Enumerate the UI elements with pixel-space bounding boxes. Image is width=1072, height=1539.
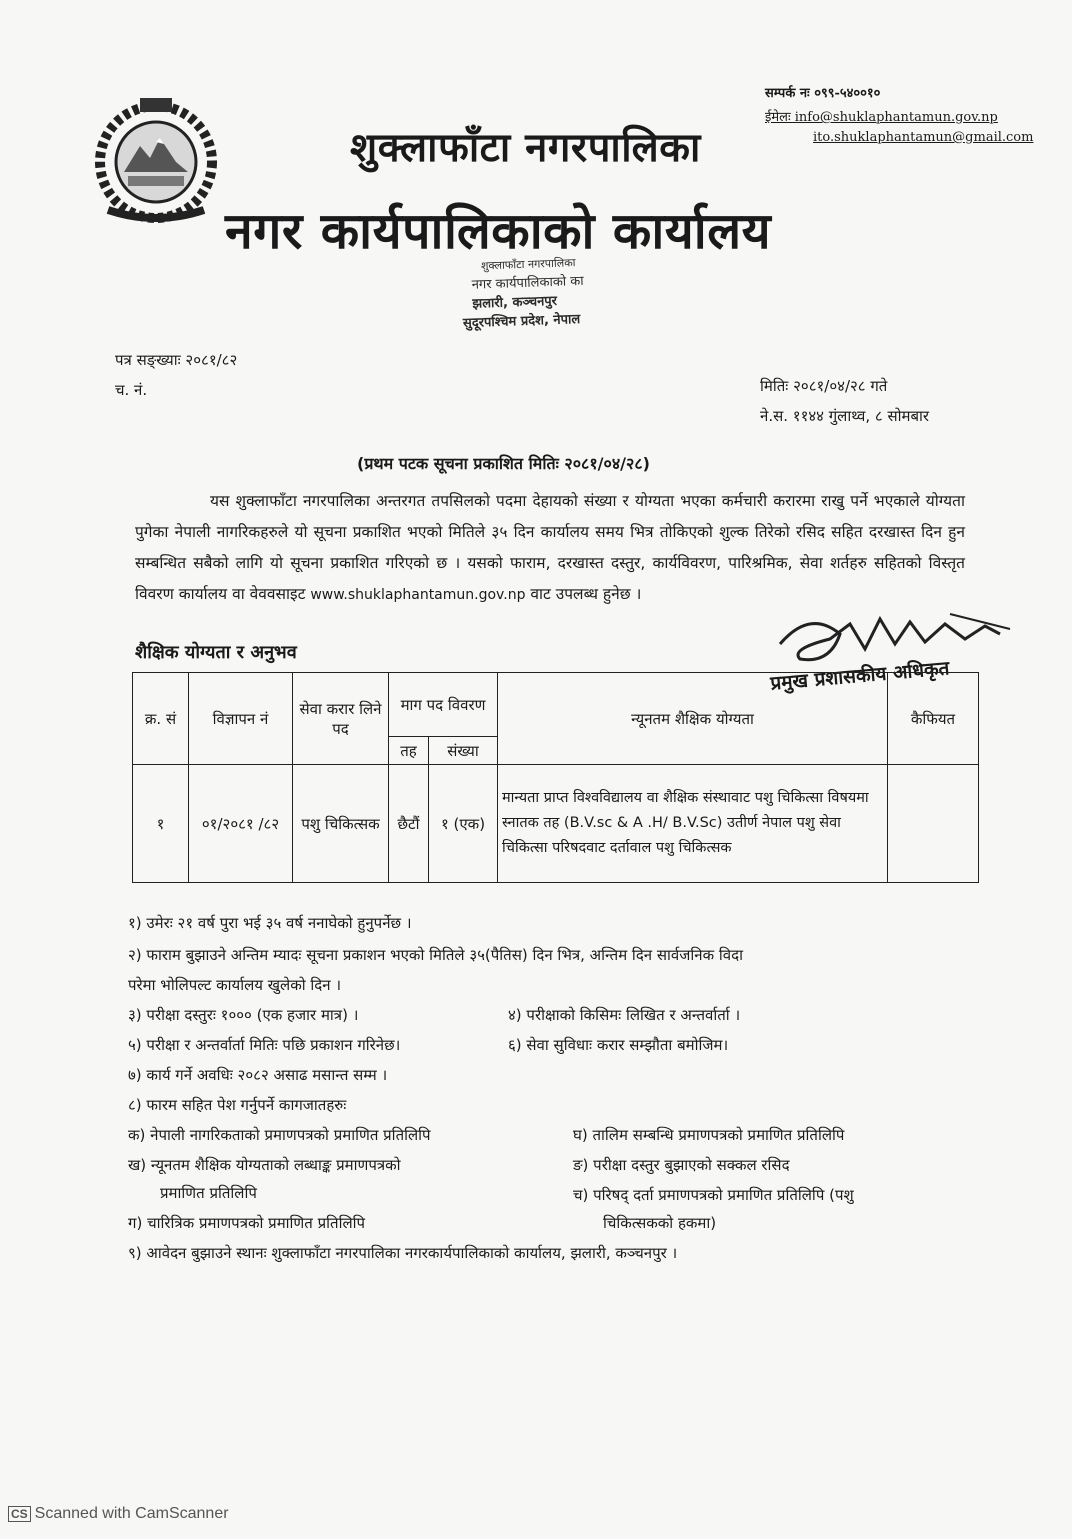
notice-body: यस शुक्लाफाँटा नगरपालिका अन्तरगत तपसिलको पदमा देहायको संख्या र योग्यता भएका कर्मचारी करारमा राखु पर्ने भएकाले योग्यता पुगेका नेपाली नागरिकहरुले यो सूचना प्रकाशित भएको मितिले ३५ दिन कार्यालय समय भित्र तोकिएको शुल्क तिरेको रसिद सहित दरखास्त दिन हुन सम्बन्धित सबैको लागि यो सूचना प्रकाशित गरिएको छ । यसको फाराम, दरखास्त दस्तुर, कार्यविवरण, पारिश्रमिक, सेवा शर्तहरु सहितको विस्तृत विवरण कार्यालय वा वेववसाइट [135,492,965,603]
qualification-heading: शैक्षिक योग्यता र अनुभव [135,642,297,663]
header-remarks: कैफियत [888,673,979,765]
signatory-title: प्रमुख प्रशासकीय अधिकृत [769,657,951,695]
header-count: संख्या [429,737,498,765]
cell-qualification: मान्यता प्राप्त विश्वविद्यालय वा शैक्षिक संस्थावाट पशु चिकित्सा विषयमा स्नातक तह (B.V.sc & A .H/ B.V.Sc) उतीर्ण नेपाल पशु सेवा चिकित्सा परिषदवाट दर्तावाल पशु चिकित्सक [498,765,888,883]
nepal-sambat-date: ने.स. ११४४ गुंलाथ्व, ८ सोमबार [760,407,930,425]
letter-date: मितिः २०८१/०४/२८ गते [760,377,888,395]
document-gha: घ) तालिम सम्बन्धि प्रमाणपत्रको प्रमाणित प्रतिलिपि [573,1126,845,1144]
header-ad-no: विज्ञापन नं [189,673,293,765]
header-demand: माग पद विवरण [389,673,498,737]
dispatch-number: च. नं. [115,381,148,399]
stamp-line: झलारी, कञ्चनपुर [472,293,558,312]
document-cha: च) परिषद् दर्ता प्रमाणपत्रको प्रमाणित प्रतिलिपि (पशु [573,1186,854,1204]
condition-fee: ३) परीक्षा दस्तुरः १००० (एक हजार मात्र) । [128,1006,359,1024]
cell-ad-no: ०१/२०८१ /८२ [189,765,293,883]
condition-exam-date: ५) परीक्षा र अन्तर्वार्ता मितिः पछि प्रकाशन गरिनेछ। [128,1036,401,1054]
header-qualification: न्यूनतम शैक्षिक योग्यता [498,673,888,765]
nepal-emblem-icon [88,92,224,228]
office-stamp [461,251,644,333]
contact-phone: सम्पर्क नः ०९९-५४००१० [765,86,881,101]
contact-email-secondary: ito.shuklaphantamun@gmail.com [813,130,1034,145]
stamp-line: नगर कार्यपालिकाको का [471,273,584,293]
condition-age: १) उमेरः २१ वर्ष पुरा भई ३५ वर्ष ननाघेको हुनुपर्नेछ । [128,914,412,932]
stamp-line: सुदूरपश्चिम प्रदेश, नेपाल [462,312,581,332]
municipality-name: शुक्लाफाँटा नगरपालिका [350,125,701,171]
cell-remarks [888,765,979,883]
camscanner-logo: CS [8,1506,31,1522]
condition-exam-type: ४) परीक्षाको किसिमः लिखित र अन्तर्वार्ता । [508,1006,741,1024]
header-sn: क्र. सं [133,673,189,765]
contact-email-primary: ईमेलः info@shuklaphantamun.gov.np [765,110,998,125]
header-level: तह [389,737,429,765]
contact-block [765,82,1033,150]
document-nga: ङ) परीक्षा दस्तुर बुझाएको सक्कल रसिद [573,1156,790,1174]
condition-deadline: २) फाराम बुझाउने अन्तिम म्यादः सूचना प्रकाशन भएको मितिले ३५(पैतिस) दिन भित्र, अन्तिम दिन सार्वजनिक विदा [128,946,743,964]
website-link[interactable]: www.shuklaphantamun.gov.np [310,587,526,603]
document-ga: ग) चारित्रिक प्रमाणपत्रको प्रमाणित प्रतिलिपि [128,1214,366,1232]
condition-documents: ८) फारम सहित पेश गर्नुपर्ने कागजातहरुः [128,1096,347,1114]
publication-date-line: (प्रथम पटक सूचना प्रकाशित मितिः २०८१/०४/२८) [357,454,650,473]
notice-end: वाट उपलब्ध हुनेछ । [530,585,642,603]
table-row [133,765,979,883]
stamp-line: शुक्लाफाँटा नगरपालिका [480,256,576,273]
condition-benefits: ६) सेवा सुविधाः करार सम्झौता बमोजिम। [508,1036,729,1054]
office-name: नगर कार्यपालिकाको कार्यालय [225,202,772,260]
letter-number: पत्र सङ्ख्याः २०८१/८२ [115,351,238,369]
header-post: सेवा करार लिने पद [293,673,389,765]
cell-level: छैटौं [389,765,429,883]
cell-count: १ (एक) [429,765,498,883]
cell-sn: १ [133,765,189,883]
scanner-watermark [8,1505,229,1523]
scanner-text: Scanned with CamScanner [34,1505,229,1522]
vacancy-table [132,672,979,883]
condition-deadline-cont: परेमा भोलिपल्ट कार्यालय खुलेको दिन । [128,976,342,994]
notice-paragraph [135,486,965,611]
document-cha-cont: चिकित्सकको हकमा) [603,1214,717,1232]
document-ka: क) नेपाली नागरिकताको प्रमाणपत्रको प्रमाणित प्रतिलिपि [128,1126,431,1144]
cell-post: पशु चिकित्सक [293,765,389,883]
document-kha: ख) न्यूनतम शैक्षिक योग्यताको लब्धाङ्क प्रमाणपत्रको [128,1156,401,1174]
condition-duration: ७) कार्य गर्ने अवधिः २०८२ असाढ मसान्त सम्म । [128,1066,388,1084]
document-kha-cont: प्रमाणित प्रतिलिपि [160,1184,257,1202]
condition-submission-place: ९) आवेदन बुझाउने स्थानः शुक्लाफाँटा नगरपालिका नगरकार्यपालिकाको कार्यालय, झलारी, कञ्चनपुर । [128,1244,678,1262]
